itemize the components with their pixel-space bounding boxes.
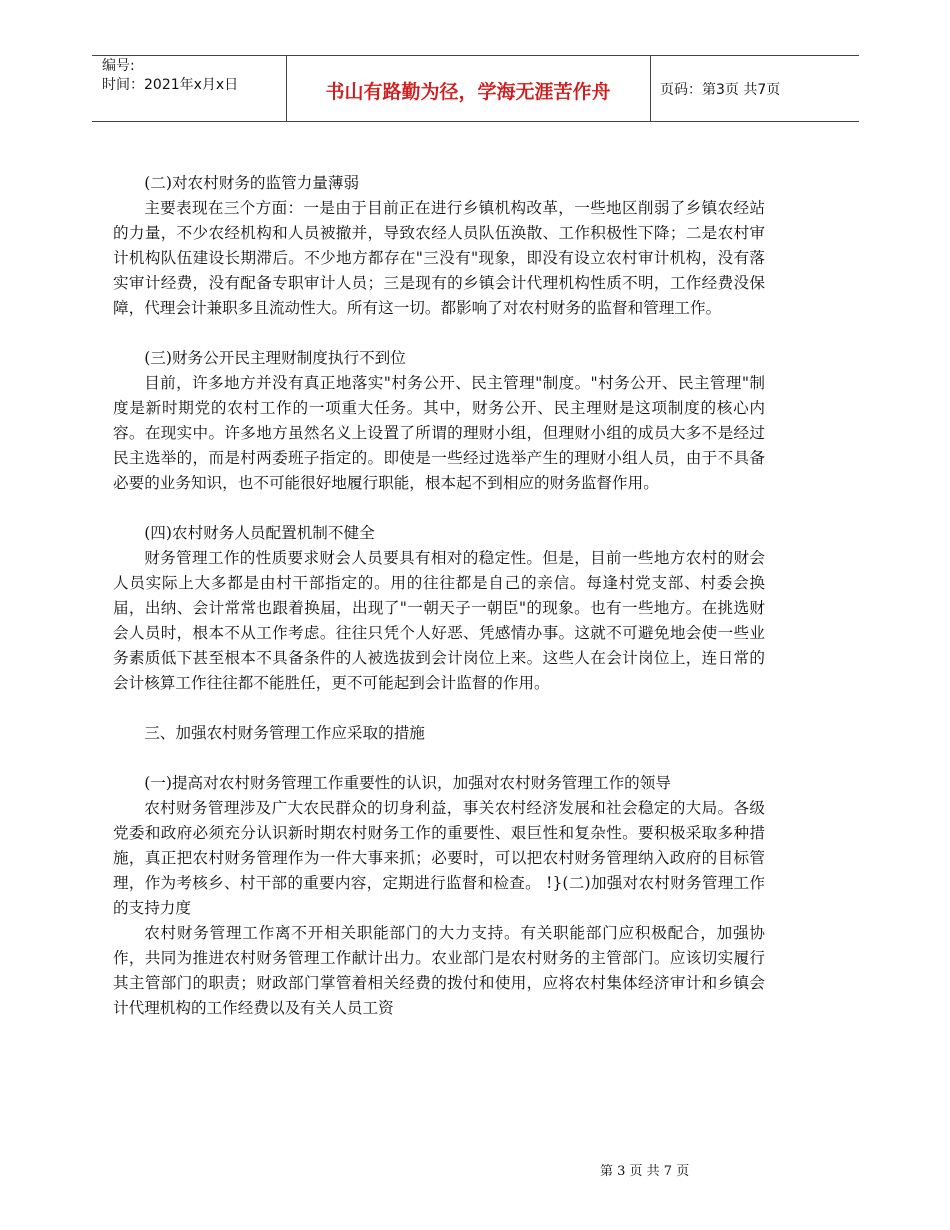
paragraph-6: 农村财务管理工作离不开相关职能部门的大力支持。有关职能部门应积极配合，加强协作，共同为推进农村财务管理工作献计出力。农业部门是农村财务的主管部门。应该切实履行其主管部门的职责；财政部门掌管着相关经费的拨付和使用，应将农村集体经济审计和乡镇会计代理机构的工作经费以及有关人员工资: [113, 924, 765, 1017]
spacer: [113, 696, 765, 721]
paragraph-5: 农村财务管理涉及广大农民群众的切身利益，事关农村经济发展和社会稳定的大局。各级党委和政府必须充分认识新时期农村财务工作的重要性、艰巨性和复杂性。要积极采取多种措施，真正把农村财务管理作为一件大事来抓；必要时，可以把农村财务管理纳入政府的目标管理，作为考核乡、村干部的重要内容，定期进行监督和检查。 !}(二)加强对农村财务管理工作的支持力度: [113, 799, 765, 917]
paragraph-2: 主要表现在三个方面：一是由于目前正在进行乡镇机构改革，一些地区削弱了乡镇农经站的力量，不少农经机构和人员被撤并，导致农经人员队伍涣散、工作积极性下降；二是农村审计机构队伍建设长期滞后。不少地方都存在"三没有"现象，即没有设立农村审计机构，没有落实审计经费，没有配备专职审计人员；三是现有的乡镇会计代理机构性质不明，工作经费没保障，代理会计兼职多且流动性大。所有这一切。都影响了对农村财务的监督和管理工作。: [113, 199, 765, 317]
footer-page-number: 第 3 页 共 7 页: [600, 1164, 690, 1179]
spacer: [113, 746, 765, 771]
subheading-2: (二)对农村财务的监管力量薄弱: [144, 174, 360, 192]
subheading-4: (四)农村财务人员配置机制不健全: [144, 524, 375, 542]
paragraph-4: 财务管理工作的性质要求财会人员要具有相对的稳定性。但是，目前一些地方农村的财会人员实际上大多都是由村干部指定的。用的往往都是自己的亲信。每逢村党支部、村委会换届，出纳、会计常常也跟着换届，出现了"一朝天子一朝臣"的现象。也有一些地方。在挑选财会人员时，根本不从工作考虑。往往只凭个人好恶、凭感情办事。这就不可避免地会使一些业务素质低下甚至根本不具备条件的人被选拔到会计岗位上来。这些人在会计岗位上，连日常的会计核算工作往往都不能胜任，更不可能起到会计监督的作用。: [113, 549, 765, 692]
header-bottom-rule: [92, 121, 859, 122]
spacer: [113, 321, 765, 346]
subheading-3-1: (一)提高对农村财务管理工作重要性的认识，加强对农村财务管理工作的领导: [144, 774, 671, 792]
doc-number-label: 编号:: [102, 58, 135, 74]
paragraph-3: 目前，许多地方并没有真正地落实"村务公开、民主管理"制度。"村务公开、民主管理"制度是新时期党的农村工作的一项重大任务。其中，财务公开、民主理财是这项制度的核心内容。在现实中。许多地方虽然名义上设置了所谓的理财小组，但理财小组的成员大多不是经过民主选举的，而是村两委班子指定的。即使是一些经过选举产生的理财小组人员，由于不具备必要的业务知识，也不可能很好地履行职能，根本起不到相应的财务监督作用。: [113, 374, 765, 492]
header-top-rule: [92, 55, 859, 56]
section-heading-3: 三、加强农村财务管理工作应采取的措施: [144, 724, 425, 742]
document-body: [113, 171, 765, 1021]
spacer: [113, 496, 765, 521]
doc-time-label: 时间：2021年x月x日: [102, 77, 239, 93]
header-meta: [102, 57, 238, 95]
subheading-3: (三)财务公开民主理财制度执行不到位: [144, 349, 406, 367]
header-motto: 书山有路勤为径，学海无涯苦作舟: [325, 81, 611, 103]
header-page-info: 页码：第3页 共7页: [660, 82, 781, 98]
header-divider-right: [650, 55, 651, 121]
